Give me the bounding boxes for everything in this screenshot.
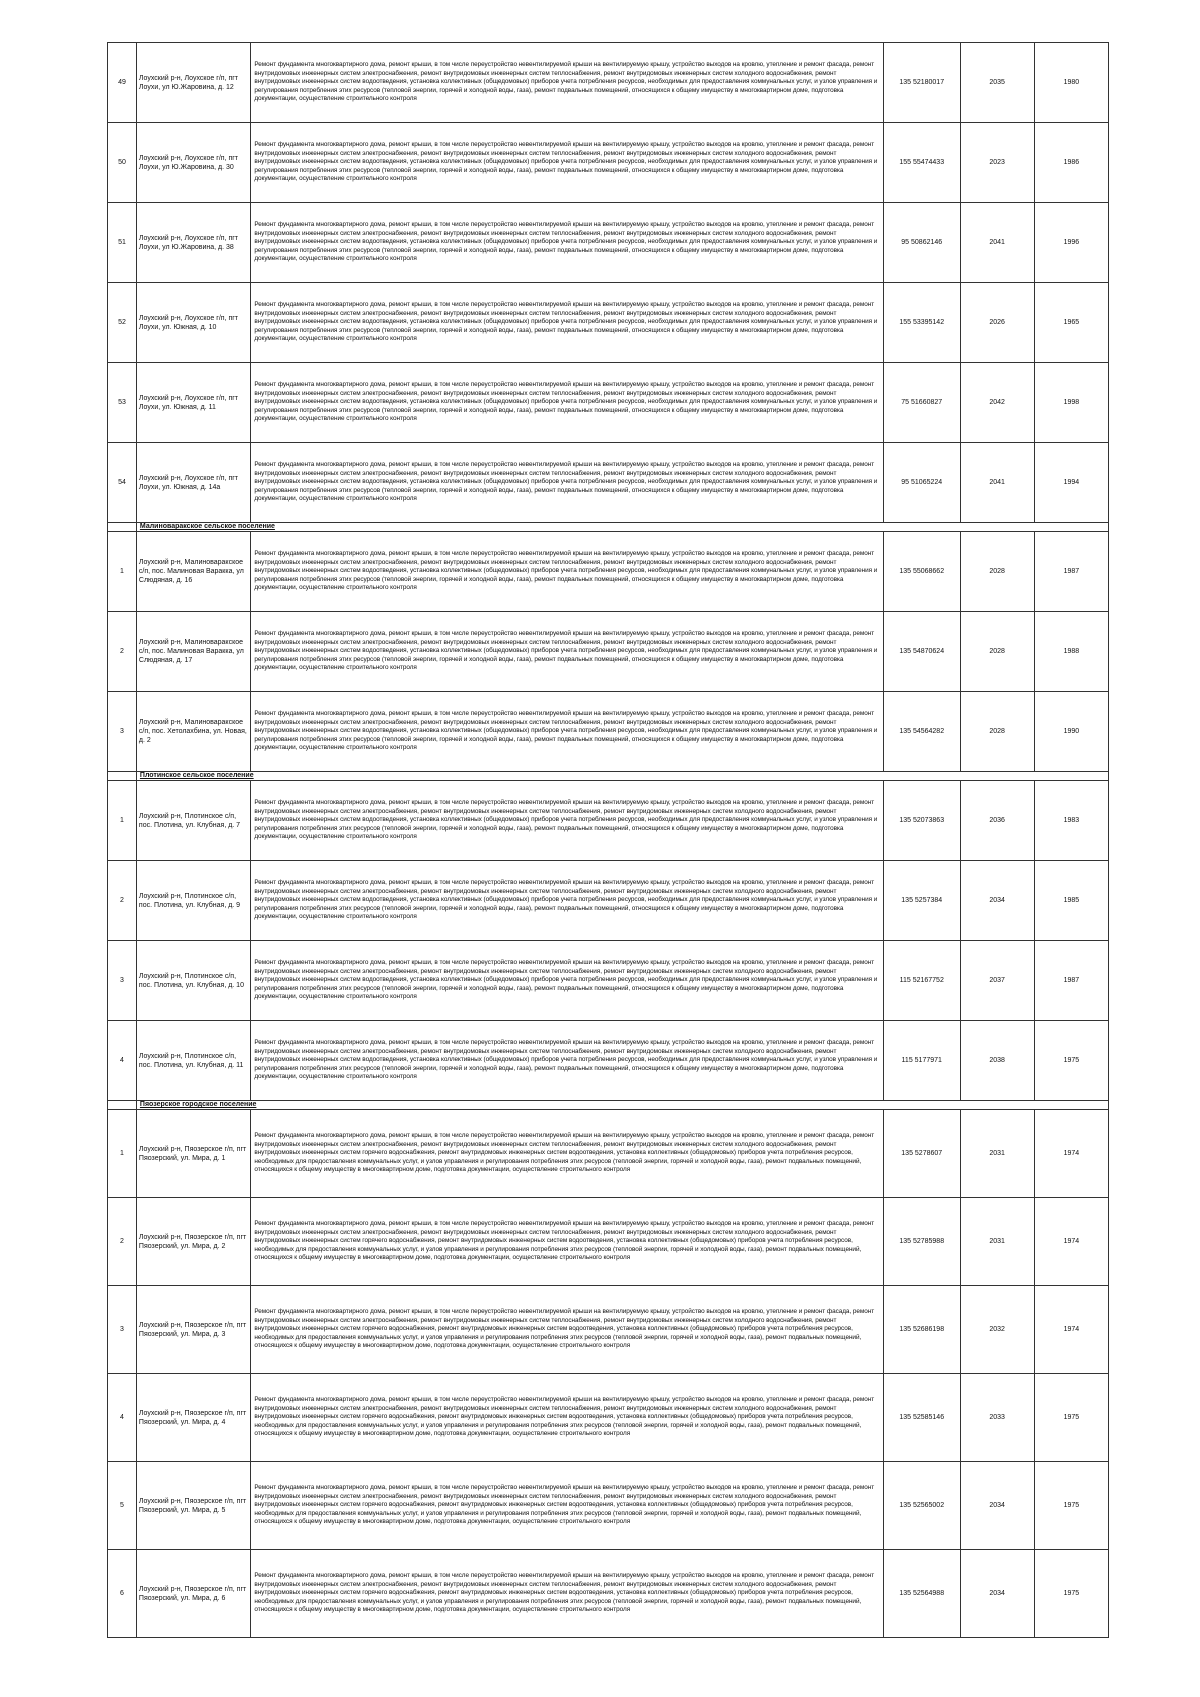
repair-year-cell: 2041 (960, 443, 1034, 523)
cost-cell: 135 54564282 (883, 692, 960, 772)
build-year-cell: 1974 (1034, 1286, 1108, 1374)
work-description-cell: Ремонт фундамента многоквартирного дома, ремонт крыши, в том числе переустройство невентилируемой крыши на вентилируемую крышу, устройство выходов на кровлю, утепление и ремонт фасада, ремонт внутридомовых инженерных систем электроснабжения, ремонт внутридомовых инженерных систем теплоснабжения, ремонт внутридомовых инженерных систем холодного водоснабжения, ремонт внутридомовых инженерных систем водоотведения, установка коллективных (общедомовых) приборов учета потребления ресурсов, необходимых для предоставления коммунальных услуг, и узлов управления и регулирования потребления этих ресурсов (тепловой энергии, горячей и холодной воды, газа), ремонт подвальных помещений, относящихся к общему имуществу в многоквартирном доме, подготовка документации, осуществление строительного контроля (251, 123, 884, 203)
address-cell: Лоухский р-н, Пяозерское г/п, пгт Пяозерский, ул. Мира, д. 5 (136, 1462, 250, 1550)
table-row (108, 1110, 1109, 1198)
table-row (108, 43, 1109, 123)
row-number: 50 (108, 123, 137, 203)
build-year-cell: 1975 (1034, 1550, 1108, 1638)
cost-cell: 135 52565002 (883, 1462, 960, 1550)
build-year-cell: 1988 (1034, 612, 1108, 692)
row-number: 3 (108, 941, 137, 1021)
cost-cell: 155 53395142 (883, 283, 960, 363)
cost-cell: 135 55068662 (883, 532, 960, 612)
work-description-cell: Ремонт фундамента многоквартирного дома, ремонт крыши, в том числе переустройство невентилируемой крыши на вентилируемую крышу, устройство выходов на кровлю, утепление и ремонт фасада, ремонт внутридомовых инженерных систем электроснабжения, ремонт внутридомовых инженерных систем теплоснабжения, ремонт внутридомовых инженерных систем холодного водоснабжения, ремонт внутридомовых инженерных систем водоотведения, установка коллективных (общедомовых) приборов учета потребления ресурсов, необходимых для предоставления коммунальных услуг, и узлов управления и регулирования потребления этих ресурсов (тепловой энергии, горячей и холодной воды, газа), ремонт подвальных помещений, относящихся к общему имуществу в многоквартирном доме, подготовка документации, осуществление строительного контроля (251, 443, 884, 523)
section-header-row (108, 523, 1109, 532)
address-cell: Лоухский р-н, Лоухское г/п, пгт Лоухи, ул. Южная, д. 14а (136, 443, 250, 523)
cost-cell: 135 52686198 (883, 1286, 960, 1374)
address-cell: Лоухский р-н, Лоухское г/п, пгт Лоухи, ул Ю.Жаровина, д. 30 (136, 123, 250, 203)
table-row (108, 1021, 1109, 1101)
repair-year-cell: 2034 (960, 1550, 1034, 1638)
table-row (108, 283, 1109, 363)
work-description-cell: Ремонт фундамента многоквартирного дома, ремонт крыши, в том числе переустройство невентилируемой крыши на вентилируемую крышу, устройство выходов на кровлю, утепление и ремонт фасада, ремонт внутридомовых инженерных систем электроснабжения, ремонт внутридомовых инженерных систем теплоснабжения, ремонт внутридомовых инженерных систем холодного водоснабжения, ремонт внутридомовых инженерных систем водоотведения, установка коллективных (общедомовых) приборов учета потребления ресурсов, необходимых для предоставления коммунальных услуг, и узлов управления и регулирования потребления этих ресурсов (тепловой энергии, горячей и холодной воды, газа), ремонт подвальных помещений, относящихся к общему имуществу в многоквартирном доме, подготовка документации, осуществление строительного контроля (251, 363, 884, 443)
repair-year-cell: 2028 (960, 612, 1034, 692)
build-year-cell: 1975 (1034, 1462, 1108, 1550)
build-year-cell: 1990 (1034, 692, 1108, 772)
work-description-cell: Ремонт фундамента многоквартирного дома, ремонт крыши, в том числе переустройство невентилируемой крыши на вентилируемую крышу, устройство выходов на кровлю, утепление и ремонт фасада, ремонт внутридомовых инженерных систем электроснабжения, ремонт внутридомовых инженерных систем теплоснабжения, ремонт внутридомовых инженерных систем холодного водоснабжения, ремонт внутридомовых инженерных систем водоотведения, установка коллективных (общедомовых) приборов учета потребления ресурсов, необходимых для предоставления коммунальных услуг, и узлов управления и регулирования потребления этих ресурсов (тепловой энергии, горячей и холодной воды, газа), ремонт подвальных помещений, относящихся к общему имуществу в многоквартирном доме, подготовка документации, осуществление строительного контроля (251, 781, 884, 861)
build-year-cell: 1985 (1034, 861, 1108, 941)
work-description-cell: Ремонт фундамента многоквартирного дома, ремонт крыши, в том числе переустройство невентилируемой крыши на вентилируемую крышу, устройство выходов на кровлю, утепление и ремонт фасада, ремонт внутридомовых инженерных систем электроснабжения, ремонт внутридомовых инженерных систем теплоснабжения, ремонт внутридомовых инженерных систем холодного водоснабжения, ремонт внутридомовых инженерных систем водоотведения, установка коллективных (общедомовых) приборов учета потребления ресурсов, необходимых для предоставления коммунальных услуг, и узлов управления и регулирования потребления этих ресурсов (тепловой энергии, горячей и холодной воды, газа), ремонт подвальных помещений, относящихся к общему имуществу в многоквартирном доме, подготовка документации, осуществление строительного контроля (251, 692, 884, 772)
build-year-cell: 1994 (1034, 443, 1108, 523)
address-cell: Лоухский р-н, Плотинское с/п, пос. Плотина, ул. Клубная, д. 9 (136, 861, 250, 941)
address-cell: Лоухский р-н, Лоухское г/п, пгт Лоухи, ул Ю.Жаровина, д. 38 (136, 203, 250, 283)
repair-year-cell: 2036 (960, 781, 1034, 861)
section-header-row (108, 1101, 1109, 1110)
row-number: 1 (108, 1110, 137, 1198)
row-number: 3 (108, 692, 137, 772)
work-description-cell: Ремонт фундамента многоквартирного дома, ремонт крыши, в том числе переустройство невентилируемой крыши на вентилируемую крышу, устройство выходов на кровлю, утепление и ремонт фасада, ремонт внутридомовых инженерных систем электроснабжения, ремонт внутридомовых инженерных систем теплоснабжения, ремонт внутридомовых инженерных систем холодного водоснабжения, ремонт внутридомовых инженерных систем водоотведения, установка коллективных (общедомовых) приборов учета потребления ресурсов, необходимых для предоставления коммунальных услуг, и узлов управления и регулирования потребления этих ресурсов (тепловой энергии, горячей и холодной воды, газа), ремонт подвальных помещений, относящихся к общему имуществу в многоквартирном доме, подготовка документации, осуществление строительного контроля (251, 1021, 884, 1101)
row-number: 54 (108, 443, 137, 523)
build-year-cell: 1975 (1034, 1374, 1108, 1462)
address-cell: Лоухский р-н, Пяозерское г/п, пгт Пяозерский, ул. Мира, д. 1 (136, 1110, 250, 1198)
build-year-cell: 1987 (1034, 941, 1108, 1021)
cost-cell: 75 51660827 (883, 363, 960, 443)
row-number: 2 (108, 1198, 137, 1286)
table-row (108, 612, 1109, 692)
table-row (108, 123, 1109, 203)
table-row (108, 1374, 1109, 1462)
build-year-cell: 1998 (1034, 363, 1108, 443)
build-year-cell: 1974 (1034, 1110, 1108, 1198)
build-year-cell: 1965 (1034, 283, 1108, 363)
row-number: 1 (108, 532, 137, 612)
table-row (108, 203, 1109, 283)
section-header-row (108, 772, 1109, 781)
work-description-cell: Ремонт фундамента многоквартирного дома, ремонт крыши, в том числе переустройство невентилируемой крыши на вентилируемую крышу, устройство выходов на кровлю, утепление и ремонт фасада, ремонт внутридомовых инженерных систем электроснабжения, ремонт внутридомовых инженерных систем теплоснабжения, ремонт внутридомовых инженерных систем холодного водоснабжения, ремонт внутридомовых инженерных систем горячего водоснабжения, ремонт внутридомовых инженерных систем водоотведения, установка коллективных (общедомовых) приборов учета потребления ресурсов, необходимых для предоставления коммунальных услуг, и узлов управления и регулирования потребления этих ресурсов (тепловой энергии, горячей и холодной воды, газа), ремонт подвальных помещений, относящихся к общему имуществу в многоквартирном доме, подготовка документации, осуществление строительного контроля (251, 1110, 884, 1198)
table-row (108, 532, 1109, 612)
address-cell: Лоухский р-н, Плотинское с/п, пос. Плотина, ул. Клубная, д. 11 (136, 1021, 250, 1101)
cost-cell: 135 52180017 (883, 43, 960, 123)
repair-year-cell: 2042 (960, 363, 1034, 443)
repair-year-cell: 2028 (960, 692, 1034, 772)
repair-year-cell: 2031 (960, 1110, 1034, 1198)
address-cell: Лоухский р-н, Пяозерское г/п, пгт Пяозерский, ул. Мира, д. 3 (136, 1286, 250, 1374)
build-year-cell: 1974 (1034, 1198, 1108, 1286)
cost-cell: 135 5278607 (883, 1110, 960, 1198)
cost-cell: 95 50862146 (883, 203, 960, 283)
address-cell: Лоухский р-н, Пяозерское г/п, пгт Пяозерский, ул. Мира, д. 6 (136, 1550, 250, 1638)
repair-year-cell: 2028 (960, 532, 1034, 612)
work-description-cell: Ремонт фундамента многоквартирного дома, ремонт крыши, в том числе переустройство невентилируемой крыши на вентилируемую крышу, устройство выходов на кровлю, утепление и ремонт фасада, ремонт внутридомовых инженерных систем электроснабжения, ремонт внутридомовых инженерных систем теплоснабжения, ремонт внутридомовых инженерных систем холодного водоснабжения, ремонт внутридомовых инженерных систем водоотведения, установка коллективных (общедомовых) приборов учета потребления ресурсов, необходимых для предоставления коммунальных услуг, и узлов управления и регулирования потребления этих ресурсов (тепловой энергии, горячей и холодной воды, газа), ремонт подвальных помещений, относящихся к общему имуществу в многоквартирном доме, подготовка документации, осуществление строительного контроля (251, 203, 884, 283)
repair-year-cell: 2034 (960, 1462, 1034, 1550)
section-title: Малиноваракское сельское поселение (136, 523, 1108, 532)
repair-year-cell: 2023 (960, 123, 1034, 203)
section-num-cell (108, 772, 137, 781)
row-number: 5 (108, 1462, 137, 1550)
row-number: 3 (108, 1286, 137, 1374)
table-row (108, 781, 1109, 861)
build-year-cell: 1983 (1034, 781, 1108, 861)
address-cell: Лоухский р-н, Плотинское с/п, пос. Плотина, ул. Клубная, д. 10 (136, 941, 250, 1021)
repair-year-cell: 2031 (960, 1198, 1034, 1286)
address-cell: Лоухский р-н, Лоухское г/п, пгт Лоухи, ул Ю.Жаровина, д. 12 (136, 43, 250, 123)
document-page (107, 42, 1109, 1638)
row-number: 2 (108, 612, 137, 692)
address-cell: Лоухский р-н, Малиноваракское с/п, пос. Малиновая Варакка, ул Слюдяная, д. 17 (136, 612, 250, 692)
table-row (108, 1286, 1109, 1374)
work-description-cell: Ремонт фундамента многоквартирного дома, ремонт крыши, в том числе переустройство невентилируемой крыши на вентилируемую крышу, устройство выходов на кровлю, утепление и ремонт фасада, ремонт внутридомовых инженерных систем электроснабжения, ремонт внутридомовых инженерных систем теплоснабжения, ремонт внутридомовых инженерных систем холодного водоснабжения, ремонт внутридомовых инженерных систем водоотведения, установка коллективных (общедомовых) приборов учета потребления ресурсов, необходимых для предоставления коммунальных услуг, и узлов управления и регулирования потребления этих ресурсов (тепловой энергии, горячей и холодной воды, газа), ремонт подвальных помещений, относящихся к общему имуществу в многоквартирном доме, подготовка документации, осуществление строительного контроля (251, 43, 884, 123)
work-description-cell: Ремонт фундамента многоквартирного дома, ремонт крыши, в том числе переустройство невентилируемой крыши на вентилируемую крышу, устройство выходов на кровлю, утепление и ремонт фасада, ремонт внутридомовых инженерных систем электроснабжения, ремонт внутридомовых инженерных систем теплоснабжения, ремонт внутридомовых инженерных систем холодного водоснабжения, ремонт внутридомовых инженерных систем горячего водоснабжения, ремонт внутридомовых инженерных систем водоотведения, установка коллективных (общедомовых) приборов учета потребления ресурсов, необходимых для предоставления коммунальных услуг, и узлов управления и регулирования потребления этих ресурсов (тепловой энергии, горячей и холодной воды, газа), ремонт подвальных помещений, относящихся к общему имуществу в многоквартирном доме, подготовка документации, осуществление строительного контроля (251, 1286, 884, 1374)
cost-cell: 155 55474433 (883, 123, 960, 203)
row-number: 53 (108, 363, 137, 443)
repair-year-cell: 2038 (960, 1021, 1034, 1101)
table-row (108, 692, 1109, 772)
repair-year-cell: 2034 (960, 861, 1034, 941)
address-cell: Лоухский р-н, Пяозерское г/п, пгт Пяозерский, ул. Мира, д. 2 (136, 1198, 250, 1286)
build-year-cell: 1986 (1034, 123, 1108, 203)
repair-year-cell: 2035 (960, 43, 1034, 123)
table-row (108, 861, 1109, 941)
work-description-cell: Ремонт фундамента многоквартирного дома, ремонт крыши, в том числе переустройство невентилируемой крыши на вентилируемую крышу, устройство выходов на кровлю, утепление и ремонт фасада, ремонт внутридомовых инженерных систем электроснабжения, ремонт внутридомовых инженерных систем теплоснабжения, ремонт внутридомовых инженерных систем холодного водоснабжения, ремонт внутридомовых инженерных систем водоотведения, установка коллективных (общедомовых) приборов учета потребления ресурсов, необходимых для предоставления коммунальных услуг, и узлов управления и регулирования потребления этих ресурсов (тепловой энергии, горячей и холодной воды, газа), ремонт подвальных помещений, относящихся к общему имуществу в многоквартирном доме, подготовка документации, осуществление строительного контроля (251, 861, 884, 941)
cost-cell: 135 52073863 (883, 781, 960, 861)
cost-cell: 135 52564988 (883, 1550, 960, 1638)
repair-year-cell: 2041 (960, 203, 1034, 283)
row-number: 4 (108, 1021, 137, 1101)
row-number: 51 (108, 203, 137, 283)
work-description-cell: Ремонт фундамента многоквартирного дома, ремонт крыши, в том числе переустройство невентилируемой крыши на вентилируемую крышу, устройство выходов на кровлю, утепление и ремонт фасада, ремонт внутридомовых инженерных систем электроснабжения, ремонт внутридомовых инженерных систем теплоснабжения, ремонт внутридомовых инженерных систем холодного водоснабжения, ремонт внутридомовых инженерных систем горячего водоснабжения, ремонт внутридомовых инженерных систем водоотведения, установка коллективных (общедомовых) приборов учета потребления ресурсов, необходимых для предоставления коммунальных услуг, и узлов управления и регулирования потребления этих ресурсов (тепловой энергии, горячей и холодной воды, газа), ремонт подвальных помещений, относящихся к общему имуществу в многоквартирном доме, подготовка документации, осуществление строительного контроля (251, 1550, 884, 1638)
work-description-cell: Ремонт фундамента многоквартирного дома, ремонт крыши, в том числе переустройство невентилируемой крыши на вентилируемую крышу, устройство выходов на кровлю, утепление и ремонт фасада, ремонт внутридомовых инженерных систем электроснабжения, ремонт внутридомовых инженерных систем теплоснабжения, ремонт внутридомовых инженерных систем холодного водоснабжения, ремонт внутридомовых инженерных систем горячего водоснабжения, ремонт внутридомовых инженерных систем водоотведения, установка коллективных (общедомовых) приборов учета потребления ресурсов, необходимых для предоставления коммунальных услуг, и узлов управления и регулирования потребления этих ресурсов (тепловой энергии, горячей и холодной воды, газа), ремонт подвальных помещений, относящихся к общему имуществу в многоквартирном доме, подготовка документации, осуществление строительного контроля (251, 1462, 884, 1550)
section-title: Плотинское сельское поселение (136, 772, 1108, 781)
address-cell: Лоухский р-н, Плотинское с/п, пос. Плотина, ул. Клубная, д. 7 (136, 781, 250, 861)
capital-repair-table (107, 42, 1109, 1638)
table-row (108, 1462, 1109, 1550)
table-body (108, 43, 1109, 1638)
table-row (108, 1550, 1109, 1638)
section-num-cell (108, 523, 137, 532)
cost-cell: 115 5177971 (883, 1021, 960, 1101)
build-year-cell: 1980 (1034, 43, 1108, 123)
table-row (108, 1198, 1109, 1286)
work-description-cell: Ремонт фундамента многоквартирного дома, ремонт крыши, в том числе переустройство невентилируемой крыши на вентилируемую крышу, устройство выходов на кровлю, утепление и ремонт фасада, ремонт внутридомовых инженерных систем электроснабжения, ремонт внутридомовых инженерных систем теплоснабжения, ремонт внутридомовых инженерных систем холодного водоснабжения, ремонт внутридомовых инженерных систем водоотведения, установка коллективных (общедомовых) приборов учета потребления ресурсов, необходимых для предоставления коммунальных услуг, и узлов управления и регулирования потребления этих ресурсов (тепловой энергии, горячей и холодной воды, газа), ремонт подвальных помещений, относящихся к общему имуществу в многоквартирном доме, подготовка документации, осуществление строительного контроля (251, 532, 884, 612)
section-title: Пяозерское городское поселение (136, 1101, 1108, 1110)
build-year-cell: 1987 (1034, 532, 1108, 612)
table-row (108, 363, 1109, 443)
row-number: 49 (108, 43, 137, 123)
work-description-cell: Ремонт фундамента многоквартирного дома, ремонт крыши, в том числе переустройство невентилируемой крыши на вентилируемую крышу, устройство выходов на кровлю, утепление и ремонт фасада, ремонт внутридомовых инженерных систем электроснабжения, ремонт внутридомовых инженерных систем теплоснабжения, ремонт внутридомовых инженерных систем холодного водоснабжения, ремонт внутридомовых инженерных систем водоотведения, установка коллективных (общедомовых) приборов учета потребления ресурсов, необходимых для предоставления коммунальных услуг, и узлов управления и регулирования потребления этих ресурсов (тепловой энергии, горячей и холодной воды, газа), ремонт подвальных помещений, относящихся к общему имуществу в многоквартирном доме, подготовка документации, осуществление строительного контроля (251, 941, 884, 1021)
row-number: 2 (108, 861, 137, 941)
address-cell: Лоухский р-н, Малиноваракское с/п, пос. Хетолахбина, ул. Новая, д. 2 (136, 692, 250, 772)
cost-cell: 95 51065224 (883, 443, 960, 523)
address-cell: Лоухский р-н, Пяозерское г/п, пгт Пяозерский, ул. Мира, д. 4 (136, 1374, 250, 1462)
cost-cell: 135 5257384 (883, 861, 960, 941)
repair-year-cell: 2026 (960, 283, 1034, 363)
section-num-cell (108, 1101, 137, 1110)
build-year-cell: 1996 (1034, 203, 1108, 283)
cost-cell: 135 54870624 (883, 612, 960, 692)
repair-year-cell: 2032 (960, 1286, 1034, 1374)
row-number: 4 (108, 1374, 137, 1462)
table-row (108, 443, 1109, 523)
address-cell: Лоухский р-н, Лоухское г/п, пгт Лоухи, ул. Южная, д. 10 (136, 283, 250, 363)
work-description-cell: Ремонт фундамента многоквартирного дома, ремонт крыши, в том числе переустройство невентилируемой крыши на вентилируемую крышу, устройство выходов на кровлю, утепление и ремонт фасада, ремонт внутридомовых инженерных систем электроснабжения, ремонт внутридомовых инженерных систем теплоснабжения, ремонт внутридомовых инженерных систем холодного водоснабжения, ремонт внутридомовых инженерных систем горячего водоснабжения, ремонт внутридомовых инженерных систем водоотведения, установка коллективных (общедомовых) приборов учета потребления ресурсов, необходимых для предоставления коммунальных услуг, и узлов управления и регулирования потребления этих ресурсов (тепловой энергии, горячей и холодной воды, газа), ремонт подвальных помещений, относящихся к общему имуществу в многоквартирном доме, подготовка документации, осуществление строительного контроля (251, 1198, 884, 1286)
row-number: 6 (108, 1550, 137, 1638)
address-cell: Лоухский р-н, Малиноваракское с/п, пос. Малиновая Варакка, ул Слюдяная, д. 16 (136, 532, 250, 612)
work-description-cell: Ремонт фундамента многоквартирного дома, ремонт крыши, в том числе переустройство невентилируемой крыши на вентилируемую крышу, устройство выходов на кровлю, утепление и ремонт фасада, ремонт внутридомовых инженерных систем электроснабжения, ремонт внутридомовых инженерных систем теплоснабжения, ремонт внутридомовых инженерных систем холодного водоснабжения, ремонт внутридомовых инженерных систем водоотведения, установка коллективных (общедомовых) приборов учета потребления ресурсов, необходимых для предоставления коммунальных услуг, и узлов управления и регулирования потребления этих ресурсов (тепловой энергии, горячей и холодной воды, газа), ремонт подвальных помещений, относящихся к общему имуществу в многоквартирном доме, подготовка документации, осуществление строительного контроля (251, 283, 884, 363)
work-description-cell: Ремонт фундамента многоквартирного дома, ремонт крыши, в том числе переустройство невентилируемой крыши на вентилируемую крышу, устройство выходов на кровлю, утепление и ремонт фасада, ремонт внутридомовых инженерных систем электроснабжения, ремонт внутридомовых инженерных систем теплоснабжения, ремонт внутридомовых инженерных систем холодного водоснабжения, ремонт внутридомовых инженерных систем водоотведения, установка коллективных (общедомовых) приборов учета потребления ресурсов, необходимых для предоставления коммунальных услуг, и узлов управления и регулирования потребления этих ресурсов (тепловой энергии, горячей и холодной воды, газа), ремонт подвальных помещений, относящихся к общему имуществу в многоквартирном доме, подготовка документации, осуществление строительного контроля (251, 612, 884, 692)
table-row (108, 941, 1109, 1021)
build-year-cell: 1975 (1034, 1021, 1108, 1101)
row-number: 52 (108, 283, 137, 363)
address-cell: Лоухский р-н, Лоухское г/п, пгт Лоухи, ул. Южная, д. 11 (136, 363, 250, 443)
repair-year-cell: 2033 (960, 1374, 1034, 1462)
cost-cell: 135 52585146 (883, 1374, 960, 1462)
row-number: 1 (108, 781, 137, 861)
work-description-cell: Ремонт фундамента многоквартирного дома, ремонт крыши, в том числе переустройство невентилируемой крыши на вентилируемую крышу, устройство выходов на кровлю, утепление и ремонт фасада, ремонт внутридомовых инженерных систем электроснабжения, ремонт внутридомовых инженерных систем теплоснабжения, ремонт внутридомовых инженерных систем холодного водоснабжения, ремонт внутридомовых инженерных систем горячего водоснабжения, ремонт внутридомовых инженерных систем водоотведения, установка коллективных (общедомовых) приборов учета потребления ресурсов, необходимых для предоставления коммунальных услуг, и узлов управления и регулирования потребления этих ресурсов (тепловой энергии, горячей и холодной воды, газа), ремонт подвальных помещений, относящихся к общему имуществу в многоквартирном доме, подготовка документации, осуществление строительного контроля (251, 1374, 884, 1462)
cost-cell: 115 52167752 (883, 941, 960, 1021)
cost-cell: 135 52785988 (883, 1198, 960, 1286)
repair-year-cell: 2037 (960, 941, 1034, 1021)
